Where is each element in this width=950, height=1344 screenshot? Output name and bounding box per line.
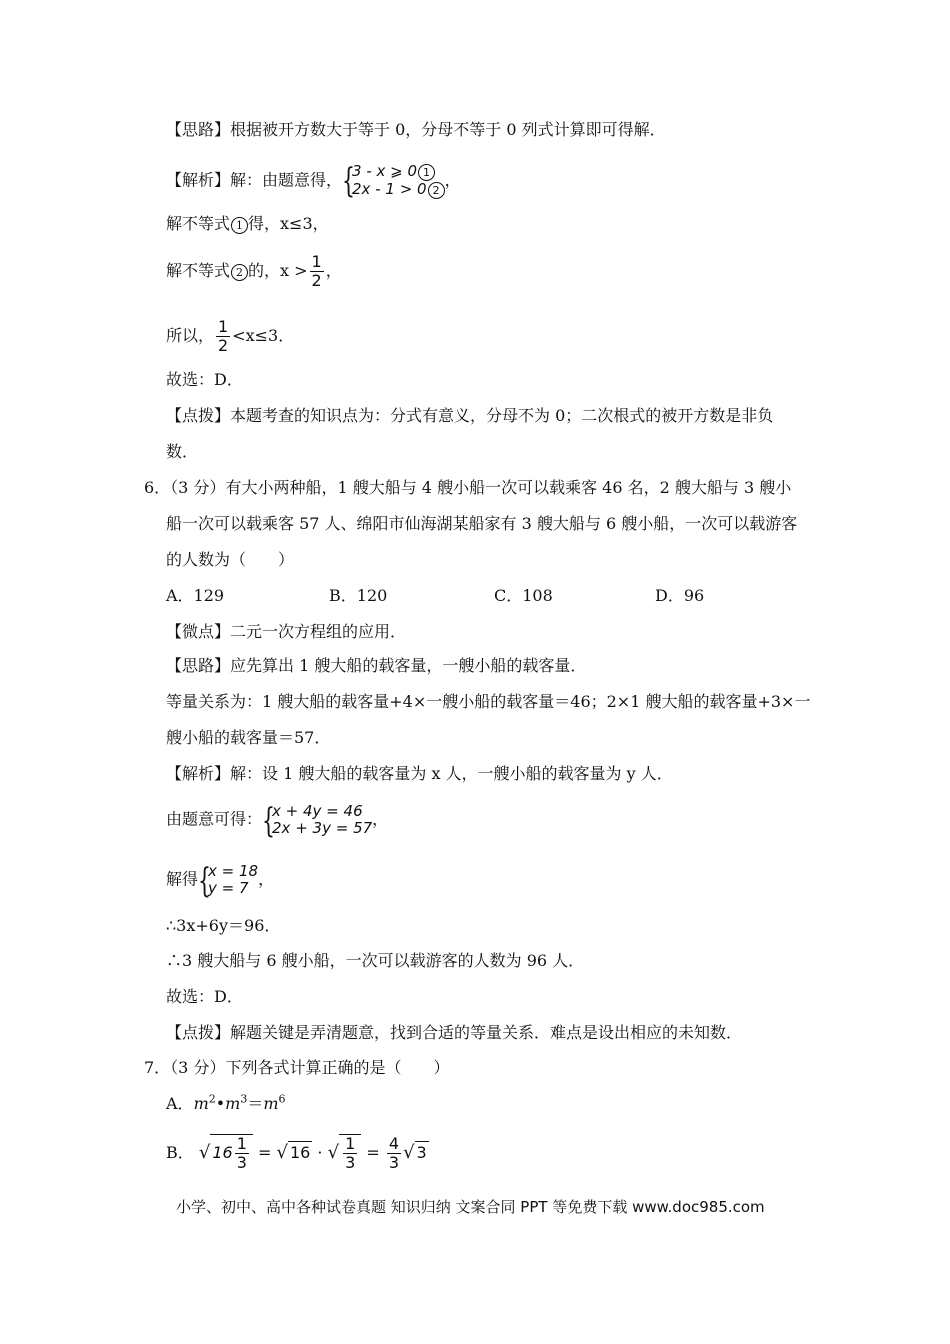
fraction-denominator: 3 xyxy=(236,1153,247,1172)
q5-step2-c: ， xyxy=(325,261,342,280)
fraction-numerator: 4 xyxy=(388,1134,400,1153)
fraction-numerator: 1 xyxy=(311,252,322,271)
q5-step1-b: 得，x≤3， xyxy=(248,214,329,233)
radical-sign: √ xyxy=(327,1142,340,1163)
fraction-denominator: 3 xyxy=(345,1153,356,1172)
q7-optB-eq: = xyxy=(257,1143,272,1162)
q6-option-c: C．108 xyxy=(494,586,553,605)
q6-weidian: 【微点】二元一次方程组的应用． xyxy=(166,622,407,641)
q6-silu: 【思路】应先算出 1 艘大船的载客量，一艘小船的载客量． xyxy=(166,656,587,675)
q5-jiexi xyxy=(166,163,461,199)
q7-optB-sqrt16: 16 xyxy=(289,1143,311,1162)
q6-stem-1: 6．（3 分）有大小两种船，1 艘大船与 4 艘小船一次可以载乘客 46 名，2 艘大船与 3 艘小 xyxy=(144,478,792,497)
fraction-denominator: 2 xyxy=(218,336,229,355)
q6-solution-system: { x = 18 y = 7 xyxy=(198,861,259,901)
q6-option-d: D．96 xyxy=(655,586,705,605)
q7-optA-m2: m xyxy=(225,1094,241,1113)
q5-step3-a: 所以， xyxy=(166,326,215,345)
q7-optB-fraction-3 xyxy=(387,1135,401,1172)
q7-optB-dot: · xyxy=(317,1143,323,1162)
fraction-numerator: 1 xyxy=(345,1134,356,1153)
radical-sign: √ xyxy=(198,1142,211,1163)
fraction-numerator: 1 xyxy=(236,1134,247,1153)
q6-relation-1: 等量关系为：1 艘大船的载客量+4×一艘小船的载客量＝46；2×1 艘大船的载客量+3×一 xyxy=(166,692,811,711)
q7-optA-m1: m xyxy=(193,1094,209,1113)
q7-optB-radicand-1 xyxy=(210,1134,253,1172)
fraction-denominator: 2 xyxy=(311,271,322,290)
q6-eq-row1: x + 4y = 46 xyxy=(272,802,363,820)
q6-therefore-1: ∴3x+6y＝96． xyxy=(166,916,281,935)
q5-sys-mark1: 1 xyxy=(418,164,435,181)
q7-option-b xyxy=(166,1134,429,1172)
q5-step2 xyxy=(166,253,342,290)
q5-step3 xyxy=(166,318,294,355)
q5-step2-mark: 2 xyxy=(231,264,248,281)
q5-sys-row2: 2x - 1 > 0 xyxy=(352,180,427,198)
q5-silu: 【思路】根据被开方数大于等于 0，分母不等于 0 列式计算即可得解． xyxy=(166,120,666,139)
q5-step2-b: 的，x > xyxy=(248,261,308,280)
q6-sol-prefix: 解得 xyxy=(166,869,199,889)
q6-sol-suffix: ， xyxy=(258,869,275,889)
q7-optB-fraction-2 xyxy=(343,1135,357,1172)
q7-optB-sqrt3: 3 xyxy=(416,1143,427,1162)
radical-sign: √ xyxy=(276,1142,288,1163)
q6-eq-row2: 2x + 3y = 57 xyxy=(272,819,373,837)
q6-option-a: A．129 xyxy=(166,586,225,605)
q5-sys-suffix: ， xyxy=(444,170,461,190)
q5-step2-a: 解不等式 xyxy=(166,261,231,280)
q5-dianbo-1: 【点拨】本题考查的知识点为：分式有意义，分母不为 0；二次根式的被开方数是非负 xyxy=(166,406,774,425)
q7-stem: 7．（3 分）下列各式计算正确的是（ ） xyxy=(144,1058,450,1077)
q7-optB-eq2: = xyxy=(366,1143,380,1162)
fraction-denominator: 3 xyxy=(388,1153,400,1172)
q6-stem-3: 的人数为（ ） xyxy=(166,550,295,569)
q6-relation-2: 艘小船的载客量＝57． xyxy=(166,728,331,747)
q7-optA-e2: 3 xyxy=(240,1092,248,1106)
q5-jiexi-prefix: 【解析】解：由题意得， xyxy=(166,170,343,190)
q5-step3-b: <x≤3． xyxy=(232,326,295,345)
q6-option-b: B．120 xyxy=(329,586,388,605)
q7-optA-dot: • xyxy=(215,1094,226,1113)
q6-dianbo: 【点拨】解题关键是弄清题意，找到合适的等量关系．难点是设出相应的未知数． xyxy=(166,1023,743,1042)
q7-optB-label: B． xyxy=(166,1143,194,1162)
q6-answer: 故选：D． xyxy=(166,987,243,1006)
q6-stem-2: 船一次可以载乘客 57 人、绵阳市仙海湖某船家有 3 艘大船与 6 艘小船，一次可以载游客 xyxy=(166,514,798,533)
q7-option-a xyxy=(166,1093,286,1115)
q6-eq-prefix: 由题意可得： xyxy=(166,809,263,829)
q7-optA-m3: m xyxy=(263,1094,279,1113)
q7-optA-e3: 6 xyxy=(278,1092,286,1106)
q5-answer: 故选：D． xyxy=(166,370,243,389)
fraction-numerator: 1 xyxy=(218,317,229,336)
q6-equation xyxy=(166,801,389,841)
q6-sol-row1: x = 18 xyxy=(208,862,259,880)
q7-optA-eq: ＝ xyxy=(247,1094,264,1113)
q6-jiexi: 【解析】解：设 1 艘大船的载客量为 x 人，一艘小船的载客量为 y 人． xyxy=(166,764,673,783)
q6-solution xyxy=(166,861,275,901)
page-footer: 小学、初中、高中各种试卷真题 知识归纳 文案合同 PPT 等免费下载 www.doc985.com xyxy=(176,1198,765,1216)
q6-equation-system: { x + 4y = 46 2x + 3y = 57 xyxy=(262,801,373,841)
q7-optB-whole: 16 xyxy=(212,1143,233,1162)
q7-optB-fraction-1 xyxy=(235,1135,249,1172)
q5-step1 xyxy=(166,213,329,235)
q5-sys-row1: 3 - x ⩾ 0 xyxy=(352,162,418,180)
q6-sol-row2: y = 7 xyxy=(208,879,249,897)
q6-eq-suffix: ， xyxy=(372,809,389,829)
q7-optB-radicand-2 xyxy=(339,1134,361,1172)
q5-step3-fraction xyxy=(216,318,230,355)
q5-step1-mark: 1 xyxy=(231,217,248,234)
q5-inequality-system: { 3 - x ⩾ 0 1 2x - 1 > 0 2 xyxy=(342,163,445,199)
q5-dianbo-2: 数． xyxy=(166,442,199,461)
q7-optA-e1: 2 xyxy=(208,1092,216,1106)
q7-optA-label: A． xyxy=(166,1094,194,1113)
q6-therefore-2: ∴3 艘大船与 6 艘小船，一次可以载游客的人数为 96 人． xyxy=(166,951,585,970)
q5-step2-fraction xyxy=(310,253,324,290)
radical-sign: √ xyxy=(403,1142,415,1163)
q5-sys-mark2: 2 xyxy=(428,182,445,199)
q5-step1-a: 解不等式 xyxy=(166,214,231,233)
